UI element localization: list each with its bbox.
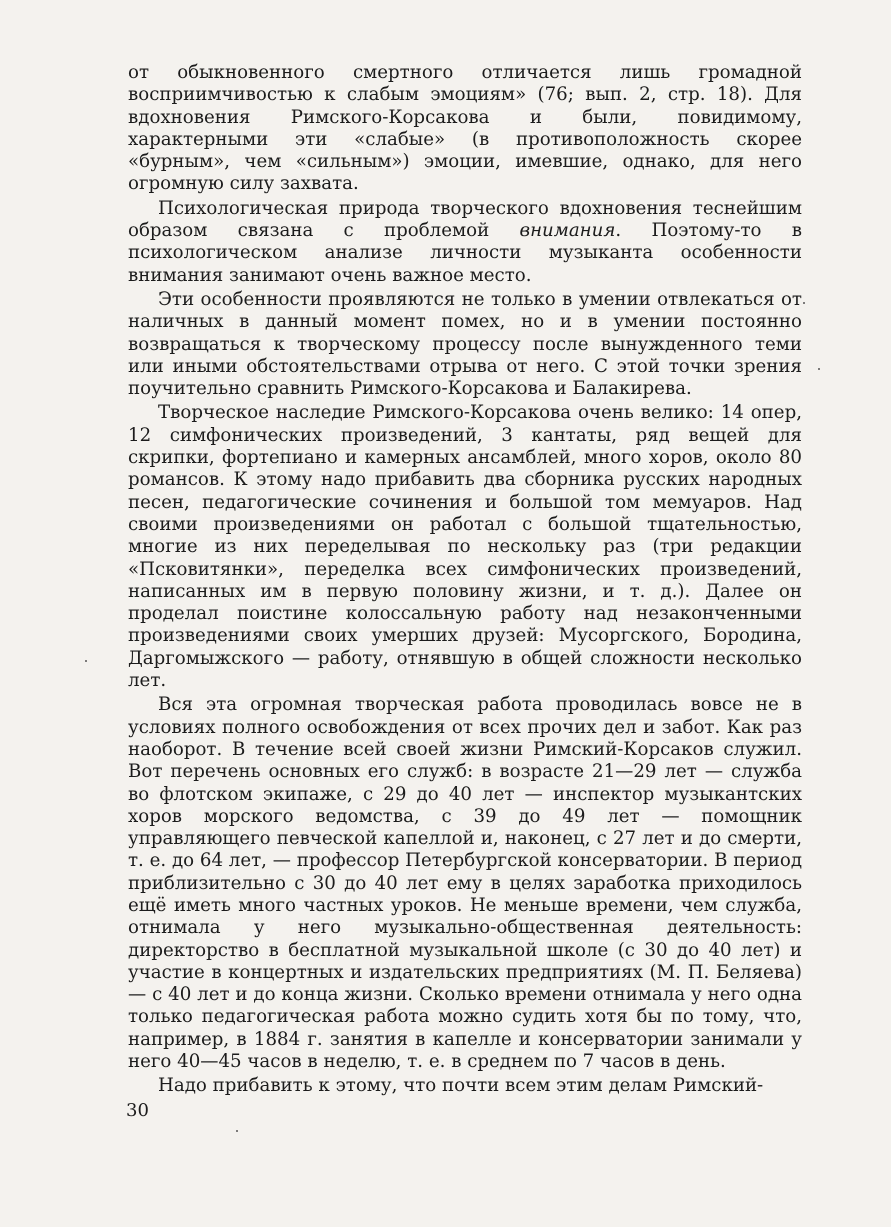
paragraph-4: Творческое наследие Римского-Корсакова очень велико: 14 опер, 12 симфонических произведений, 3 кантаты, ряд вещей для скрипки, фортепиано и камерных ансамблей, много хоров, около 80 романсов. К этому надо прибавить два сборника русских народных песен, педагогические сочинения и большой том мемуаров. Над своими произведениями он работал с большой тщательностью, многие из них переделывая по нескольку раз (три редакции «Псковитянки», переделка всех симфонических произведений, написанных им в первую половину жизни, и т. д.). Далее он проделал поистине колоссальную работу над незаконченными произведениями своих умерших друзей: Мусоргского, Бородина, Даргомыжского — работу, отнявшую в общей сложности несколько лет.: [128, 402, 802, 692]
print-speck: [85, 660, 87, 662]
page-body: [128, 62, 802, 1100]
paragraph-5: Вся эта огромная творческая работа проводилась вовсе не в условиях полного освобождения от всех прочих дел и забот. Как раз наоборот. В течение всей своей жизни Римский-Корсаков служил. Вот перечень основных его служб: в возрасте 21—29 лет — служба во флотском экипаже, с 29 до 40 лет — инспектор музыкантских хоров морского ведомства, с 39 до 49 лет — помощник управляющего певческой капеллой и, наконец, с 27 лет и до смерти, т. е. до 64 лет, — профессор Петербургской консерватории. В период приблизительно с 30 до 40 лет ему в целях заработка приходилось ещё иметь много частных уроков. Не меньше времени, чем служба, отнимала у него музыкально-общественная деятельность: директорство в бесплатной музыкальной школе (с 30 до 40 лет) и участие в концертных и издательских предприятиях (М. П. Беляева) — с 40 лет и до конца жизни. Сколько времени отнимала у него одна только педагогическая работа можно судить хотя бы по тому, что, например, в 1884 г. занятия в капелле и консерватории занимали у него 40—45 часов в неделю, т. е. в среднем по 7 часов в день.: [128, 694, 803, 1073]
paragraph-1: от обыкновенного смертного отличается лишь громадной восприимчивостью к слабым эмоциям» (76; вып. 2, стр. 18). Для вдохновения Римского-Корсакова и были, повидимому, характерными эти «слабые» (в противоположность скорее «бурным», чем «сильным») эмоции, имевшие, однако, для него огромную силу захвата.: [128, 62, 802, 195]
page-number: 30: [126, 1100, 149, 1121]
paragraph-2-part-b: . Поэтому-то в психологическом анализе личности музыканта особенности внимания занимают очень важное место.: [128, 220, 802, 286]
paragraph-2-part-a: Психологическая природа творческого вдохновения теснейшим образом связана с проблемой: [128, 197, 802, 242]
print-speck: [236, 1130, 238, 1132]
print-speck: [818, 368, 820, 370]
print-speck: [803, 302, 805, 304]
paragraph-3: Эти особенности проявляются не только в умении отвлекаться от наличных в данный момент помех, но и в умении постоянно возвращаться к творческому процессу после вынужденного теми или иными обстоятельствами отрыва от него. С этой точки зрения поучительно сравнить Римского-Корсакова и Балакирева.: [128, 288, 802, 400]
paragraph-6: Надо прибавить к этому, что почти всем этим делам Римский-: [158, 1075, 764, 1097]
paragraph-2: [128, 198, 802, 287]
italic-term: внимания: [519, 220, 616, 242]
